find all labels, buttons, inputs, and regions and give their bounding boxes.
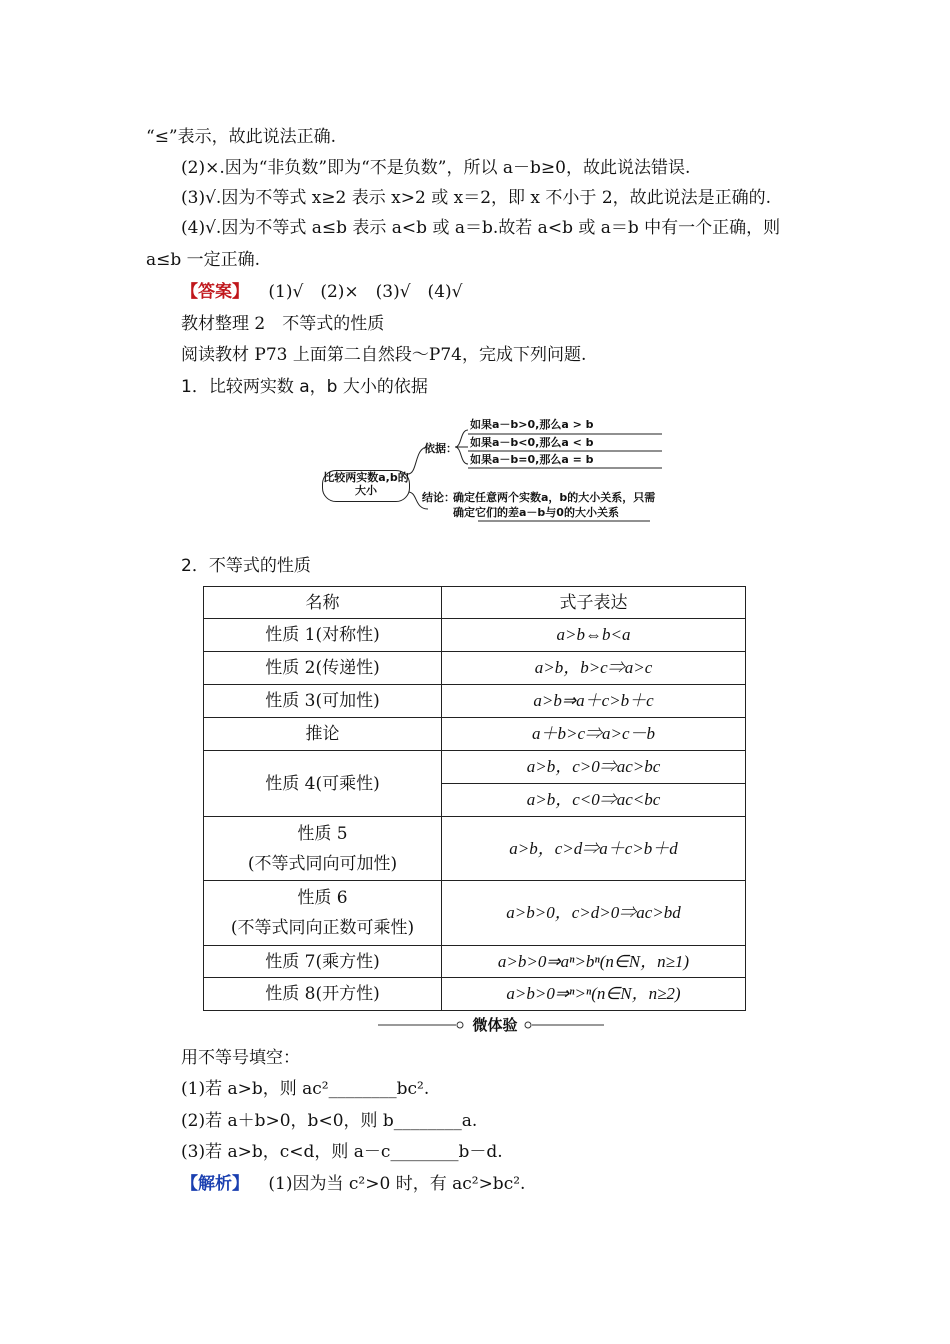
property-name xyxy=(204,817,442,881)
property-expr: a>b，c>d⇒a＋c>b＋d xyxy=(442,817,746,881)
heading-inequality-properties: 2．不等式的性质 xyxy=(181,556,311,576)
property-name: 性质 4(可乘性) xyxy=(204,751,442,817)
table-row xyxy=(204,817,746,881)
property-name-line2: (不等式同向可加性) xyxy=(247,853,398,874)
table-row xyxy=(204,652,746,685)
property-name-line2: (不等式同向正数可乘性) xyxy=(230,918,415,938)
property-expr: a>b，c<0⇒ac<bc xyxy=(442,784,746,817)
mindmap-basis-1: 如果a－b>0,那么a > b xyxy=(470,418,594,431)
property-expr: a>b>0，c>d>0⇒ac>bd xyxy=(442,881,746,946)
mindmap-basis-2: 如果a－b<0,那么a < b xyxy=(470,436,594,449)
table-row xyxy=(204,685,746,718)
answer-line xyxy=(181,281,462,303)
experience-divider xyxy=(378,1013,604,1037)
experience-title: 微体验 xyxy=(472,1016,518,1034)
answer-label: 【答案】 xyxy=(181,282,249,302)
mindmap-diagram xyxy=(310,412,670,530)
heading-compare-basis: 1．比较两实数 a，b 大小的依据 xyxy=(181,377,428,397)
text-line-3: (3)√.因为不等式 x≥2 表示 x>2 或 x＝2，即 x 不小于 2，故此说法是正确的. xyxy=(181,188,772,208)
property-name: 性质 2(传递性) xyxy=(204,652,442,685)
analysis-label: 【解析】 xyxy=(181,1174,249,1194)
table-row xyxy=(204,978,746,1011)
property-name: 性质 3(可加性) xyxy=(204,685,442,718)
reading-instruction: 阅读教材 P73 上面第二自然段～P74，完成下列问题. xyxy=(181,345,587,365)
table-header-row xyxy=(204,587,746,619)
property-expr: a>b，b>c⇒a>c xyxy=(442,652,746,685)
mindmap-center: 比较两实数a,b的大小 xyxy=(322,470,410,502)
table-row xyxy=(204,751,746,784)
table-row xyxy=(204,946,746,978)
property-expr: a＋b>c⇒a>c－b xyxy=(442,718,746,751)
property-expr: a>b⇒a＋c>b＋c xyxy=(442,685,746,718)
property-name: 性质 1(对称性) xyxy=(204,619,442,652)
question-2: (2)若 a＋b>0，b<0，则 b________a. xyxy=(181,1111,478,1131)
mindmap-conclusion-2: 确定它们的差a－b与0的大小关系 xyxy=(453,506,619,519)
property-expr: a>b>0⇒ⁿ>ⁿ(n∈N，n≥2) xyxy=(442,978,746,1011)
mindmap-basis-label: 依据： xyxy=(424,442,457,455)
property-expr: a>b>0⇒aⁿ>bⁿ(n∈N，n≥1) xyxy=(442,946,746,978)
property-name: 推论 xyxy=(204,718,442,751)
table-row xyxy=(204,881,746,946)
text-line-5: a≤b 一定正确. xyxy=(146,250,261,270)
properties-table xyxy=(203,586,746,1011)
property-name: 性质 7(乘方性) xyxy=(204,946,442,978)
property-name xyxy=(204,881,442,946)
mindmap-conclusion-label: 结论： xyxy=(422,491,455,504)
property-name-line1: 性质 5 xyxy=(297,823,348,844)
table-header-expr: 式子表达 xyxy=(442,587,746,619)
property-name: 性质 8(开方性) xyxy=(204,978,442,1011)
property-name-line1: 性质 6 xyxy=(297,888,348,908)
text-line-1: “≤”表示，故此说法正确. xyxy=(146,127,337,147)
section-title: 教材整理 2 不等式的性质 xyxy=(181,314,385,334)
answer-text: (1)√ (2)× (3)√ (4)√ xyxy=(268,282,463,302)
table-row xyxy=(204,619,746,652)
table-row xyxy=(204,718,746,751)
table-header-name: 名称 xyxy=(204,587,442,619)
mindmap-conclusion-1: 确定任意两个实数a，b的大小关系，只需 xyxy=(453,491,656,504)
analysis-text: (1)因为当 c²>0 时，有 ac²>bc². xyxy=(268,1174,526,1194)
experience-intro: 用不等号填空： xyxy=(181,1048,300,1068)
mindmap-basis-3: 如果a－b=0,那么a = b xyxy=(470,453,594,466)
question-1: (1)若 a>b，则 ac²________bc². xyxy=(181,1079,430,1099)
question-3: (3)若 a>b，c<d，则 a－c________b－d. xyxy=(181,1142,503,1162)
property-expr: a>b⇔b<a xyxy=(442,619,746,652)
property-expr: a>b，c>0⇒ac>bc xyxy=(442,751,746,784)
text-line-2: (2)×.因为“非负数”即为“不是负数”，所以 a－b≥0，故此说法错误. xyxy=(181,158,691,178)
text-line-4: (4)√.因为不等式 a≤b 表示 a<b 或 a＝b.故若 a<b 或 a＝b 中有一个正确，则 xyxy=(181,218,781,238)
analysis-line xyxy=(181,1173,525,1195)
